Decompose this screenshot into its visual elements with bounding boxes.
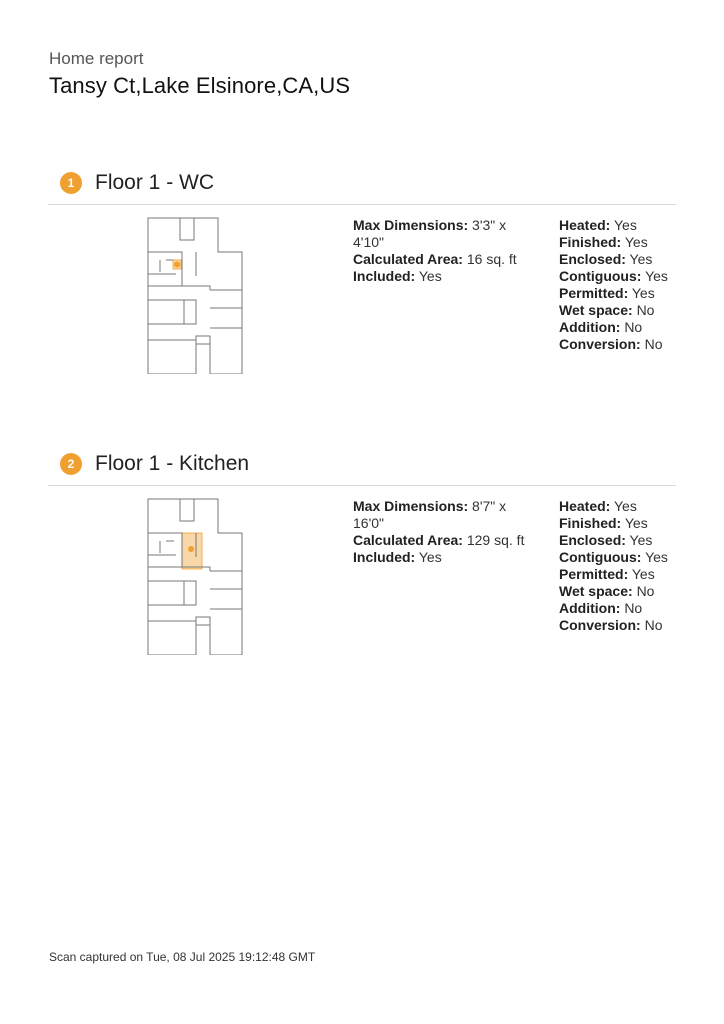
section-heading	[60, 449, 249, 479]
heated-attr: Heated: Yes	[559, 498, 637, 514]
floor-plan-thumbnail	[146, 497, 244, 655]
included-status: Included: Yes	[353, 268, 442, 284]
calculated-area: Calculated Area: 16 sq. ft	[353, 251, 517, 267]
scan-timestamp: Scan captured on Tue, 08 Jul 2025 19:12:48 GMT	[49, 950, 316, 964]
max-dimensions: Max Dimensions: 3'3" x 4'10"	[353, 217, 507, 250]
included-status: Included: Yes	[353, 549, 442, 565]
room-title	[95, 171, 214, 195]
contiguous-attr: Contiguous: Yes	[559, 268, 668, 284]
dimensions-column	[353, 217, 533, 285]
floor-name: Floor 1	[95, 452, 161, 475]
conversion-attr: Conversion: No	[559, 336, 663, 352]
section-heading	[60, 168, 214, 198]
property-address: Tansy Ct,Lake Elsinore,CA,US	[49, 73, 351, 98]
addition-attr: Addition: No	[559, 319, 643, 335]
heated-attr: Heated: Yes	[559, 217, 637, 233]
addition-attr: Addition: No	[559, 600, 643, 616]
room-section-kitchen	[0, 449, 724, 669]
room-section-wc	[0, 168, 724, 388]
max-dimensions: Max Dimensions: 8'7" x 16'0"	[353, 498, 507, 531]
title-separator: -	[166, 171, 174, 194]
floor-name: Floor 1	[95, 171, 161, 194]
floor-plan-thumbnail	[146, 216, 244, 374]
room-marker	[174, 262, 180, 268]
permitted-attr: Permitted: Yes	[559, 566, 655, 582]
dimensions-column	[353, 498, 533, 566]
attributes-column	[559, 217, 669, 353]
calculated-area: Calculated Area: 129 sq. ft	[353, 532, 525, 548]
wet-space-attr: Wet space: No	[559, 302, 655, 318]
contiguous-attr: Contiguous: Yes	[559, 549, 668, 565]
permitted-attr: Permitted: Yes	[559, 285, 655, 301]
room-title	[95, 452, 249, 476]
room-number-badge: 1	[60, 172, 82, 194]
room-number-badge: 2	[60, 453, 82, 475]
title-separator: -	[166, 452, 174, 475]
room-name: WC	[179, 171, 215, 194]
report-label: Home report	[49, 49, 144, 68]
finished-attr: Finished: Yes	[559, 234, 648, 250]
conversion-attr: Conversion: No	[559, 617, 663, 633]
finished-attr: Finished: Yes	[559, 515, 648, 531]
wet-space-attr: Wet space: No	[559, 583, 655, 599]
room-marker	[188, 546, 194, 552]
section-divider	[48, 485, 676, 486]
room-name: Kitchen	[179, 452, 250, 475]
enclosed-attr: Enclosed: Yes	[559, 251, 653, 267]
attributes-column	[559, 498, 669, 634]
enclosed-attr: Enclosed: Yes	[559, 532, 653, 548]
section-divider	[48, 204, 676, 205]
